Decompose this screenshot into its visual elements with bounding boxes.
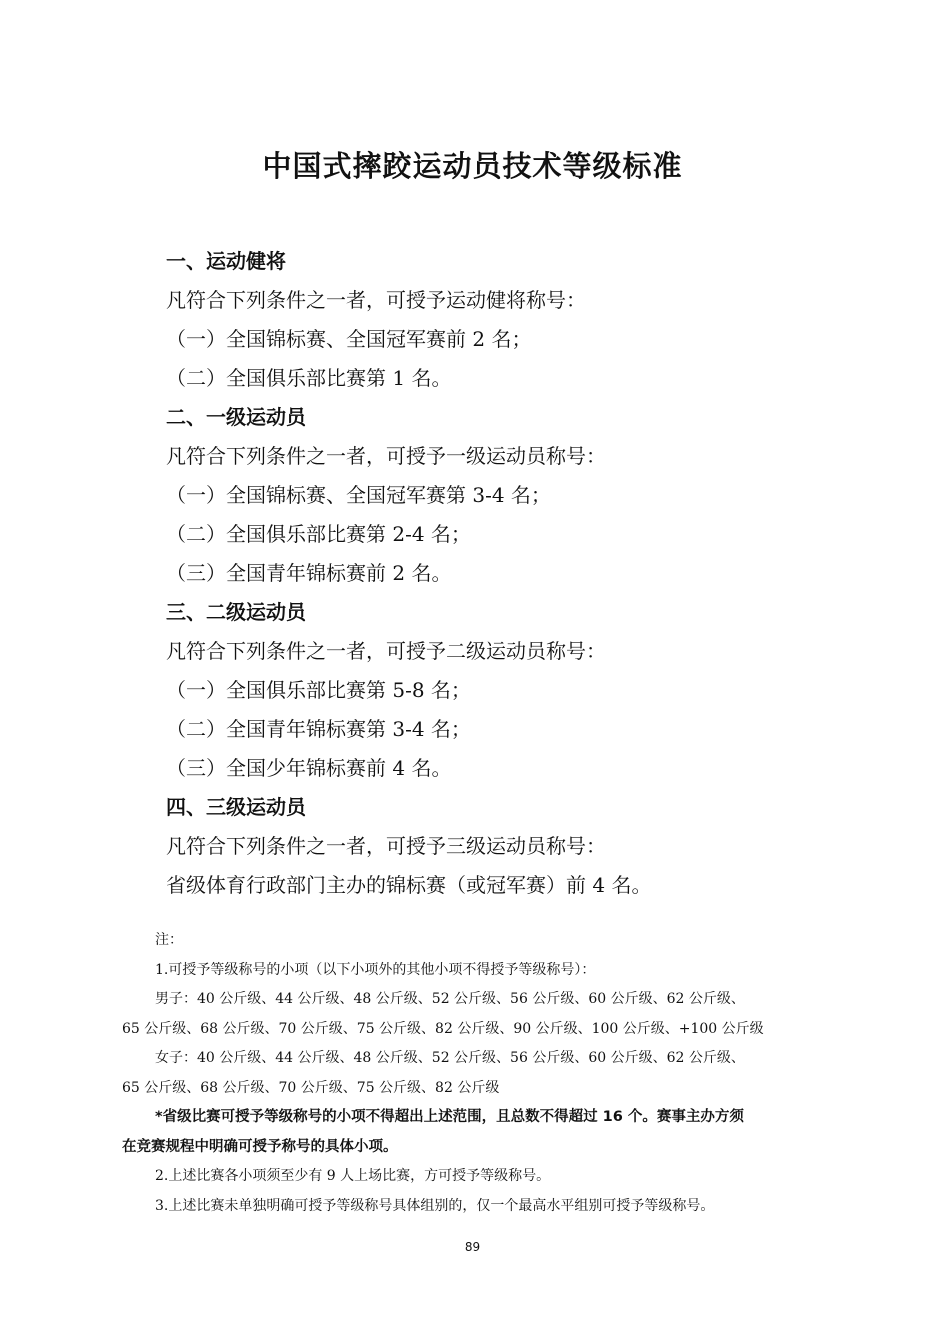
section-third-class [166, 788, 866, 905]
list-item: （二）全国俱乐部比赛第 2-4 名； [166, 522, 471, 546]
note-3: 3.上述比赛未单独明确可授予等级称号具体组别的，仅一个最高水平组别可授予等级称号。 [155, 1197, 715, 1214]
women-weight-classes-cont: 65 公斤级、68 公斤级、70 公斤级、75 公斤级、82 公斤级 [122, 1079, 500, 1096]
men-weight-classes-cont: 65 公斤级、68 公斤级、70 公斤级、75 公斤级、82 公斤级、90 公斤级、100 公斤级、+100 公斤级 [122, 1020, 764, 1037]
list-item: （一）全国俱乐部比赛第 5-8 名； [166, 678, 471, 702]
section-heading: 四、三级运动员 [166, 795, 306, 819]
section-heading: 一、运动健将 [166, 249, 286, 273]
list-item: （三）全国少年锦标赛前 4 名。 [166, 756, 452, 780]
note-2: 2.上述比赛各小项须至少有 9 人上场比赛，方可授予等级称号。 [155, 1168, 551, 1184]
list-item: （一）全国锦标赛、全国冠军赛第 3-4 名； [166, 483, 551, 507]
section-heading: 二、一级运动员 [166, 405, 306, 429]
page-title: 中国式摔跤运动员技术等级标准 [262, 149, 683, 183]
women-weight-classes: 女子：40 公斤级、44 公斤级、48 公斤级、52 公斤级、56 公斤级、60 公斤级、62 公斤级、 [155, 1050, 745, 1066]
section-intro: 凡符合下列条件之一者，可授予运动健将称号： [166, 288, 586, 312]
bold-note: *省级比赛可授予等级称号的小项不得超出上述范围，且总数不得超过 16 个。赛事主办方须 [155, 1109, 744, 1125]
note-1: 1.可授予等级称号的小项（以下小项外的其他小项不得授予等级称号）： [155, 961, 596, 978]
bold-note-cont: 在竞赛规程中明确可授予称号的具体小项。 [122, 1138, 398, 1155]
list-item: （二）全国青年锦标赛第 3-4 名； [166, 717, 471, 741]
list-item: （二）全国俱乐部比赛第 1 名。 [166, 366, 452, 390]
section-master-sportsman [166, 242, 866, 398]
section-intro: 凡符合下列条件之一者，可授予一级运动员称号： [166, 444, 606, 468]
section-intro: 凡符合下列条件之一者，可授予二级运动员称号： [166, 639, 606, 663]
section-first-class [166, 398, 866, 593]
section-heading: 三、二级运动员 [166, 600, 306, 624]
list-item: （三）全国青年锦标赛前 2 名。 [166, 561, 452, 585]
list-item: 省级体育行政部门主办的锦标赛（或冠军赛）前 4 名。 [166, 873, 652, 897]
page-number: 89 [464, 1240, 481, 1254]
section-second-class [166, 593, 866, 788]
notes-label: 注： [155, 932, 183, 948]
list-item: （一）全国锦标赛、全国冠军赛前 2 名； [166, 327, 532, 351]
men-weight-classes: 男子：40 公斤级、44 公斤级、48 公斤级、52 公斤级、56 公斤级、60 公斤级、62 公斤级、 [155, 991, 745, 1007]
section-intro: 凡符合下列条件之一者，可授予三级运动员称号： [166, 834, 606, 858]
notes [122, 926, 832, 1221]
